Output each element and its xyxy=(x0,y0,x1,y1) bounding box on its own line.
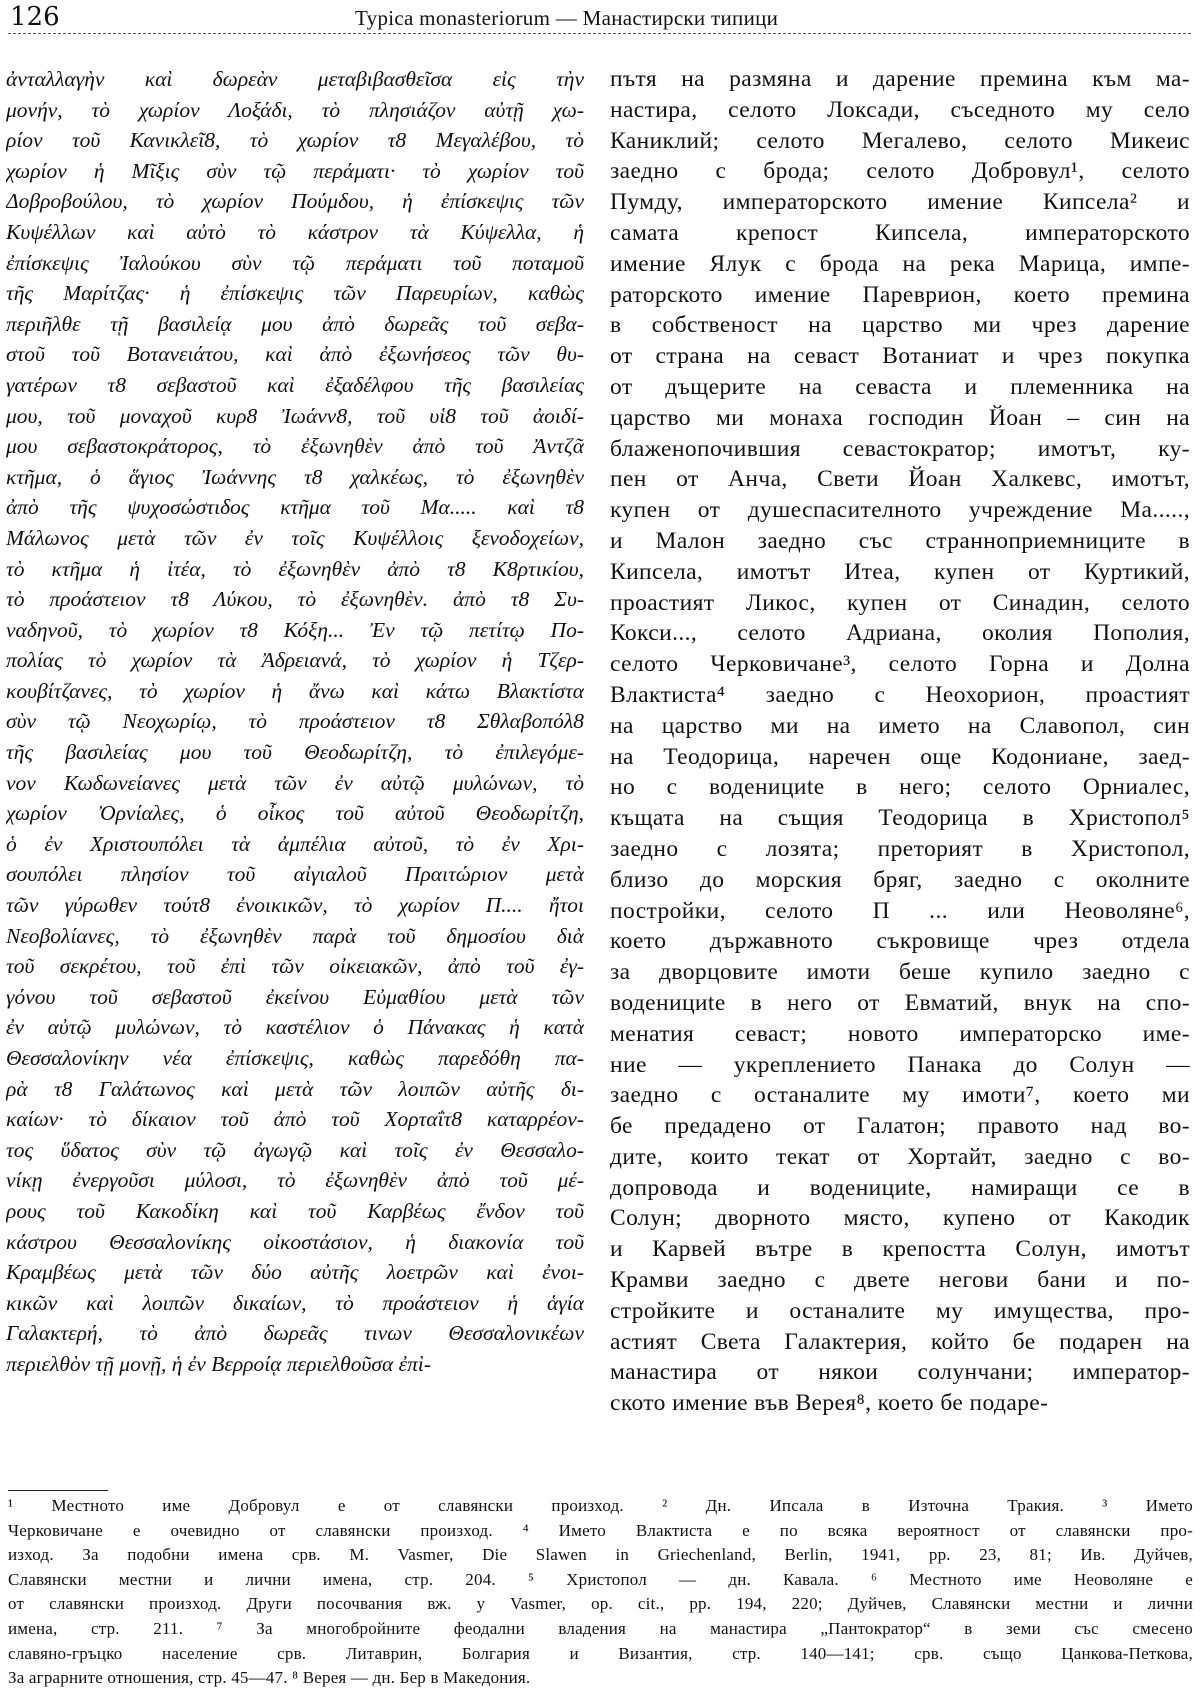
greek-text-line: κτῆμα, ὁ ἅγιος Ἰωάννης τ8 χαλκέως, τὸ ἐξωνηθὲν xyxy=(6,464,584,489)
bulgarian-text-line: и Малон заедно със странноприемниците в xyxy=(610,527,1190,554)
bulgarian-text-line: пен от Анча, Свети Йоан Халкевс, имотът, xyxy=(610,466,1190,493)
bulgarian-text-line: имение Ялук с брода на река Марица, импе- xyxy=(610,250,1190,277)
bulgarian-text-line: от страна на севаст Вотаниат и чрез покупка xyxy=(610,343,1190,370)
bulgarian-text-line: дите, които текат от Хортайт, заедно с во- xyxy=(610,1143,1190,1170)
page-header xyxy=(0,0,1200,34)
greek-text-line: Γαλακτερή, τὸ ἀπὸ δωρεᾶς τινων Θεσσαλονικέων xyxy=(6,1321,584,1346)
bulgarian-text-line: ние — укреплението Панака до Солун — xyxy=(610,1051,1190,1078)
bulgarian-text-line: царство ми монаха господин Йоан – син на xyxy=(610,404,1190,431)
greek-text-line: ρίον τοῦ Κανικλεῖ8, τὸ χωρίον τ8 Μεγαλέβου, τὸ xyxy=(6,128,584,153)
greek-text-line: νον Κωδωνείανες μετὰ τῶν ἐν αὐτῷ μυλώνων, τὸ xyxy=(6,770,584,795)
greek-text-line: περιῆλθε τῇ βασιλείᾳ μου ἀπὸ δωρεᾶς τοῦ σεβα- xyxy=(6,311,584,336)
bulgarian-text-line: Каниклий; селото Мегалево, селото Микеис xyxy=(610,127,1190,154)
bulgarian-text-line: Крамви заедно с двете негови бани и по- xyxy=(610,1267,1190,1294)
greek-text-line: Κυψέλλων καὶ αὐτὸ τὸ κάστρον τὰ Κύψελλα, ἡ xyxy=(6,219,584,244)
greek-text-line: τὸ κτῆμα ἡ ἰτέα, τὸ ἐξωνηθὲν ἀπὸ τ8 Κ8ρτικίου, xyxy=(6,556,584,581)
bulgarian-text-line: манастира от някои солунчани; император- xyxy=(610,1359,1190,1386)
bulgarian-text-line: пътя на размяна и дарение премина към ма- xyxy=(610,66,1190,92)
greek-text-line: Νεοβολίανες, τὸ ἐξωνηθὲν παρὰ τοῦ δημοσίου διὰ xyxy=(6,923,584,948)
footnotes xyxy=(8,1494,1193,1691)
greek-text-line: χωρίον Ὀρνίαλες, ὁ οἶκος τοῦ αὐτοῦ Θεοδωρίτζη, xyxy=(6,801,584,826)
greek-text-line: σὺν τῷ Νεοχωρίῳ, τὸ προάστειον τ8 Σθλαβοπόλ8 xyxy=(6,709,584,734)
bulgarian-text-line: за дворцовите имоти беше купило заедно с xyxy=(610,959,1190,986)
footnote-line: изход. За подобни имена срв. М. Vasmer, Die Slawen in Griechenland, Berlin, 1941, pp. 23, 81; Ив. Дуйчев, xyxy=(8,1545,1193,1565)
greek-text-line: ἐν αὐτῷ μυλώνων, τὸ καστέλιον ὁ Πάνακας ἡ κατὰ xyxy=(6,1015,584,1040)
bulgarian-text-line: самата крепост Кипсела, императорското xyxy=(610,219,1190,246)
greek-text-line: περιελθὸν τῇ μονῇ, ἡ ἐν Βερροίᾳ περιελθοῦσα ἐπὶ- xyxy=(6,1351,431,1376)
footnote-line: Славянски местни и лични имена, стр. 204. ⁵ Христопол — дн. Кавала. ⁶ Местното име Неоволяне е xyxy=(8,1569,1193,1589)
greek-text-line: ἐπίσκεψις Ἰαλούκου σὺν τῷ περάματι τοῦ ποταμοῦ xyxy=(6,250,584,275)
bulgarian-text-line: астият Света Галактерия, който бе подарен на xyxy=(610,1328,1190,1355)
greek-text-line: πολίας τὸ χωρίον τὰ Ἀδρειανά, τὸ χωρίον ἡ Τζερ- xyxy=(6,648,584,673)
bulgarian-text-line: къщата на същия Теодорица в Христопол⁵ xyxy=(610,805,1190,832)
bulgarian-text-line: бе предадено от Галатон; правото над во- xyxy=(610,1113,1190,1140)
greek-text-column xyxy=(6,64,584,1380)
bulgarian-text-line: заедно с брода; селото Добровул¹, селото xyxy=(610,158,1190,185)
footnote-line: от славянски произход. Други посочвания вж. у Vasmer, op. cit., pp. 194, 220; Дуйчев, Славянски местни и лични xyxy=(8,1594,1193,1614)
bulgarian-text-line: менатия севаст; новото императорско име- xyxy=(610,1020,1190,1047)
greek-text-line: μου σεβαστοκράτορος, τὸ ἐξωνηθὲν ἀπὸ τοῦ Ἀντζᾶ xyxy=(6,434,584,459)
greek-text-line: ὁ ἐν Χριστουπόλει τὰ ἀμπέλια αὐτοῦ, τὸ ἐν Χρι- xyxy=(6,831,584,856)
greek-text-line: ἀπὸ τῆς ψυχοσώστιδος κτῆμα τοῦ Μα..... καὶ τ8 xyxy=(6,495,584,520)
greek-text-line: Κραμβέως μετὰ τῶν δύο αὐτῆς λοετρῶν καὶ ἐνοι- xyxy=(6,1260,584,1285)
greek-text-line: κουβίτζανες, τὸ χωρίον ἡ ἄνω καὶ κάτω Βλακτίστα xyxy=(6,678,584,703)
greek-text-line: γατέρων τ8 σεβαστοῦ καὶ ἐξαδέλφου τῆς βασιλείας xyxy=(6,372,584,397)
greek-text-line: τοῦ σεκρέτου, τοῦ ἐπὶ τῶν οἰκειακῶν, ἀπὸ τοῦ ἐγ- xyxy=(6,954,584,979)
bulgarian-text-line: блаженопочившия севастократор; имотът, ку- xyxy=(610,435,1190,462)
greek-text-line: μου, τοῦ μοναχοῦ κυρ8 Ἰωάνν8, τοῦ υἱ8 τοῦ ἀοιδί- xyxy=(6,403,584,428)
bulgarian-text-line: Пумду, императорското имение Кипсела² и xyxy=(610,189,1190,216)
greek-text-line: τῆς βασιλείας μου τοῦ Θεοδωρίτζη, τὸ ἐπιλεγόμε- xyxy=(6,740,584,765)
bulgarian-text-line: допровода и воденициte, намиращи се в xyxy=(610,1174,1190,1201)
greek-text-line: ναδηνοῦ, τὸ χωρίον τ8 Κόξη... Ἐν τῷ πετίτῳ Πο- xyxy=(6,617,584,642)
footnote-line: Черковичане е очевидно от славянски произход. ⁴ Името Влактиста е по всяка вероятност от славянски про- xyxy=(8,1520,1193,1540)
bulgarian-text-line: раторското имение Пареврион, което премина xyxy=(610,281,1190,308)
greek-text-line: Θεσσαλονίκην νέα ἐπίσκεψις, καθὼς παρεδόθη πα- xyxy=(6,1046,584,1070)
footnote-rule xyxy=(8,1490,108,1491)
greek-text-line: καίων· τὸ δίκαιον τοῦ ἀπὸ τοῦ Χορταΐτ8 καταρρέον- xyxy=(6,1107,584,1132)
bulgarian-text-line: и Карвей вътре в крепостта Солун, имотът xyxy=(610,1236,1190,1263)
bulgarian-text-line: в собственост на царство ми чрез дарение xyxy=(610,312,1190,339)
bulgarian-text-line: но с воденициte в него; селото Орниалес, xyxy=(610,774,1190,801)
greek-text-line: Μάλωνος μετὰ τῶν ἐν τοῖς Κυψέλλοις ξενοδοχείων, xyxy=(6,525,584,550)
bulgarian-text-line: купен от душеспасителното учреждение Ма....., xyxy=(610,497,1190,524)
bulgarian-text-line: на царство ми на името на Славопол, син xyxy=(610,712,1190,739)
bulgarian-text-line: на Теодорица, наречен още Кодониане, заед- xyxy=(610,743,1190,770)
bulgarian-text-line: Кокси..., селото Адриана, околия Пополия, xyxy=(610,620,1190,647)
greek-text-line: γόνου τοῦ σεβαστοῦ ἐκείνου Εὐμαθίου μετὰ τῶν xyxy=(6,984,584,1009)
bulgarian-text-line: от дъщерите на севаста и племенника на xyxy=(610,373,1190,400)
page-number: 126 xyxy=(10,2,60,32)
bulgarian-text-line: което държавното съкровище чрез отдела xyxy=(610,928,1190,955)
bulgarian-text-line: воденициte в него от Евматий, внук на спо- xyxy=(610,989,1190,1016)
greek-text-line: κάστρου Θεσσαλονίκης οἰκοστάσιον, ἡ διακονία τοῦ xyxy=(6,1229,584,1254)
bulgarian-text-line: настира, селото Локсади, съседното му село xyxy=(610,96,1190,123)
greek-text-line: μονήν, τὸ χωρίον Λοξάδι, τὸ πλησιάζον αὐτῇ χω- xyxy=(6,97,584,122)
greek-text-line: ρους τοῦ Κακοδίκη καὶ τοῦ Καρβέως ἔνδον τοῦ xyxy=(6,1198,584,1223)
greek-text-line: τῶν γύρωθεν τούτ8 ἐνοικικῶν, τὸ χωρίον Π.... ἤτοι xyxy=(6,893,584,918)
bulgarian-text-line: ското имение във Верея⁸, което бе подаре- xyxy=(610,1390,1049,1417)
bulgarian-translation-column xyxy=(610,64,1190,1419)
bulgarian-text-line: заедно с останалите му имоти⁷, което ми xyxy=(610,1082,1190,1109)
bulgarian-text-line: Солун; дворното място, купено от Какодик xyxy=(610,1205,1190,1232)
bulgarian-text-line: Влактиста⁴ заедно с Неохорион, проастият xyxy=(610,681,1190,708)
bulgarian-text-line: проастият Ликос, купен от Синадин, селото xyxy=(610,589,1190,616)
greek-text-line: τος ὕδατος σὺν τῷ ἀγωγῷ καὶ τοῖς ἐν Θεσσαλο- xyxy=(6,1137,584,1162)
footnote-line: имена, стр. 211. ⁷ За многобройните феодални владения на манастира „Пантократор“ в земи със смесено xyxy=(8,1618,1193,1638)
greek-text-line: Δοβροβούλου, τὸ χωρίον Πούμδου, ἡ ἐπίσκεψις τῶν xyxy=(6,189,584,214)
bulgarian-text-line: стройките и останалите му имущества, про- xyxy=(610,1297,1190,1324)
greek-text-line: σουπόλει πλησίον τοῦ αἰγιαλοῦ Πραιτώριον μετὰ xyxy=(6,862,584,887)
greek-text-line: νίκῃ ἐνεργοῦσι μύλοσι, τὸ ἐξωνηθὲν ἀπὸ τοῦ μέ- xyxy=(6,1168,584,1193)
bulgarian-text-line: близо до морския бряг, заедно с околните xyxy=(610,866,1190,893)
greek-text-line: στοῦ τοῦ Βοτανειάτου, καὶ ἀπὸ ἐξωνήσεος τῶν θυ- xyxy=(6,342,584,367)
bulgarian-text-line: селото Черковичане³, селото Горна и Долна xyxy=(610,651,1190,678)
running-title: Typica monasteriorum — Манастирски типици xyxy=(355,6,779,30)
greek-text-line: χωρίον ἡ Μῖξις σὺν τῷ περάματι· τὸ χωρίον τοῦ xyxy=(6,158,584,183)
bulgarian-text-line: заедно с лозята; преторият в Христопол, xyxy=(610,835,1190,862)
greek-text-line: τὸ προάστειον τ8 Λύκου, τὸ ἐξωνηθὲν. ἀπὸ τ8 Συ- xyxy=(6,587,584,612)
header-rule xyxy=(8,33,1191,34)
footnote-line: За аграрните отношения, стр. 45—47. ⁸ Верея — дн. Бер в Македония. xyxy=(8,1668,531,1688)
footnote-line: славяно-гръцко население срв. Литаврин, Болгария и Византия, стр. 140—141; срв. също Цанкова-Петкова, xyxy=(8,1643,1193,1663)
footnote-line: ¹ Местното име Добровул е от славянски произход. ² Дн. Ипсала в Източна Тракия. ³ Името xyxy=(8,1496,1193,1515)
bulgarian-text-line: постройки, селото П ... или Неоволяне⁶, xyxy=(610,897,1190,924)
greek-text-line: ἀνταλλαγὴν καὶ δωρεὰν μεταβιβασθεῖσα εἰς τὴν xyxy=(6,67,584,91)
greek-text-line: τῆς Μαρίτζας· ἡ ἐπίσκεψις τῶν Παρευρίων, καθὼς xyxy=(6,281,584,306)
greek-text-line: κικῶν καὶ λοιπῶν δικαίων, τὸ προάστειον ἡ ἁγία xyxy=(6,1290,584,1315)
greek-text-line: ρὰ τ8 Γαλάτωνος καὶ μετὰ τῶν λοιπῶν αὐτῆς δι- xyxy=(6,1076,584,1101)
bulgarian-text-line: Кипсела, имотът Итеа, купен от Куртикий, xyxy=(610,558,1190,585)
